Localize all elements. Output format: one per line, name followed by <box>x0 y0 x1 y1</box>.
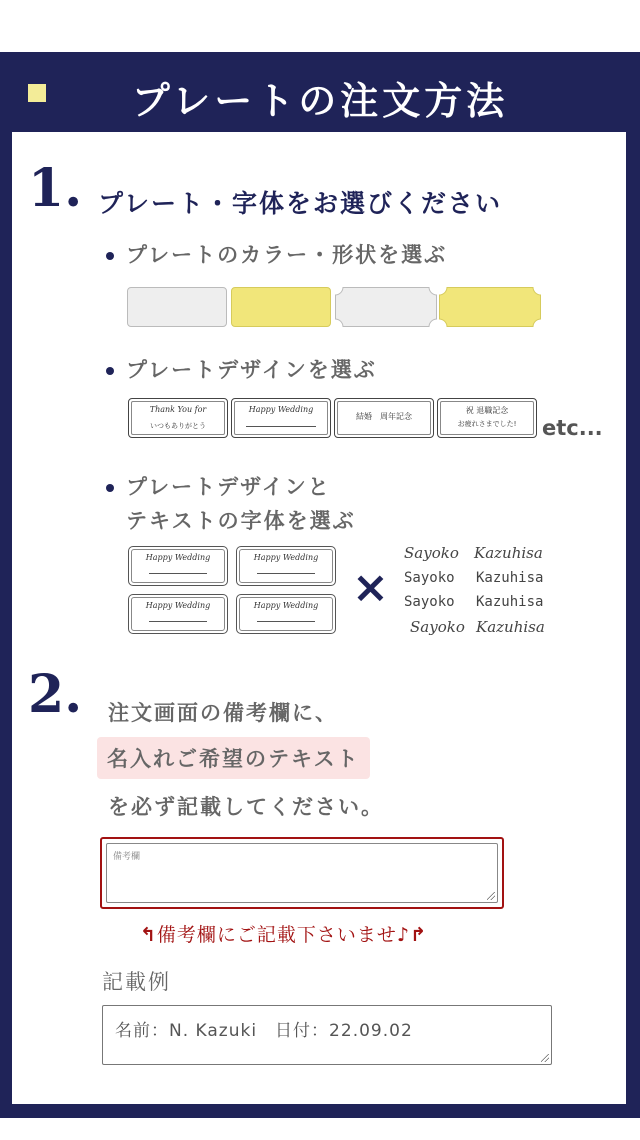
font-plate-option[interactable]: Happy Wedding <box>236 594 336 634</box>
plate-option-gray-notched[interactable] <box>335 287 437 327</box>
example-label: 記載例 <box>102 970 171 994</box>
plate-option-yellow-notched[interactable] <box>439 287 541 327</box>
plate-option-gray-rect[interactable] <box>127 287 227 327</box>
design-option-thank-you[interactable]: Thank You for いつもありがとう <box>128 398 228 438</box>
font-plate-option[interactable]: Happy Wedding <box>236 546 336 586</box>
up-arrow-icon: ↰ <box>140 924 157 946</box>
step-1-number: 1. <box>28 158 83 219</box>
remarks-textarea[interactable] <box>106 843 498 903</box>
times-icon: × <box>352 562 389 613</box>
design-option-anniversary[interactable]: 結婚 周年記念 <box>334 398 434 438</box>
resize-handle-icon[interactable] <box>487 892 495 900</box>
font-sample-last: Kazuhisa <box>474 544 543 562</box>
font-sample-last: Kazuhisa <box>476 618 545 636</box>
design-option-retirement[interactable]: 祝 退職記念 お疲れさまでした! <box>437 398 537 438</box>
remarks-field-frame <box>100 837 504 909</box>
remarks-placeholder: 備考欄 <box>113 852 141 862</box>
up-arrow-icon: ↱ <box>410 924 427 946</box>
step-2-line3: を必ず記載してください。 <box>108 795 384 819</box>
section-header <box>0 52 640 132</box>
etc-label: etc... <box>542 416 603 440</box>
step-2-highlight: 名入れご希望のテキスト <box>97 737 370 779</box>
page-title: プレートの注文方法 <box>131 79 509 123</box>
bullet-dot-icon <box>106 252 114 260</box>
font-sample-last: Kazuhisa <box>476 570 544 586</box>
example-value: 名前：N. Kazuki 日付：22.09.02 <box>115 1021 413 1041</box>
bullet-plate-design: プレートデザインを選ぶ <box>126 353 377 387</box>
font-plate-option[interactable]: Happy Wedding <box>128 546 228 586</box>
font-sample-first: Sayoko <box>404 544 459 562</box>
step-2-line1: 注文画面の備考欄に、 <box>108 701 338 725</box>
font-sample-first: Sayoko <box>404 594 455 610</box>
font-sample-last: Kazuhisa <box>476 594 544 610</box>
bullet-font: プレートデザインと テキストの字体を選ぶ <box>126 470 356 538</box>
design-option-happy-wedding[interactable]: Happy Wedding <box>231 398 331 438</box>
example-textarea <box>102 1005 552 1065</box>
step-2-number: 2. <box>28 664 83 725</box>
step-1-title: プレート・字体をお選びください <box>98 189 503 218</box>
bullet-dot-icon <box>106 484 114 492</box>
resize-handle-icon <box>541 1054 549 1062</box>
bullet-plate-color: プレートのカラー・形状を選ぶ <box>126 238 447 272</box>
font-sample-first: Sayoko <box>410 618 465 636</box>
font-plate-option[interactable]: Happy Wedding <box>128 594 228 634</box>
font-sample-first: Sayoko <box>404 570 455 586</box>
remarks-note: ↰備考欄にご記載下さいませ♪↱ <box>140 924 427 946</box>
bullet-dot-icon <box>106 367 114 375</box>
plate-option-yellow-rect[interactable] <box>231 287 331 327</box>
